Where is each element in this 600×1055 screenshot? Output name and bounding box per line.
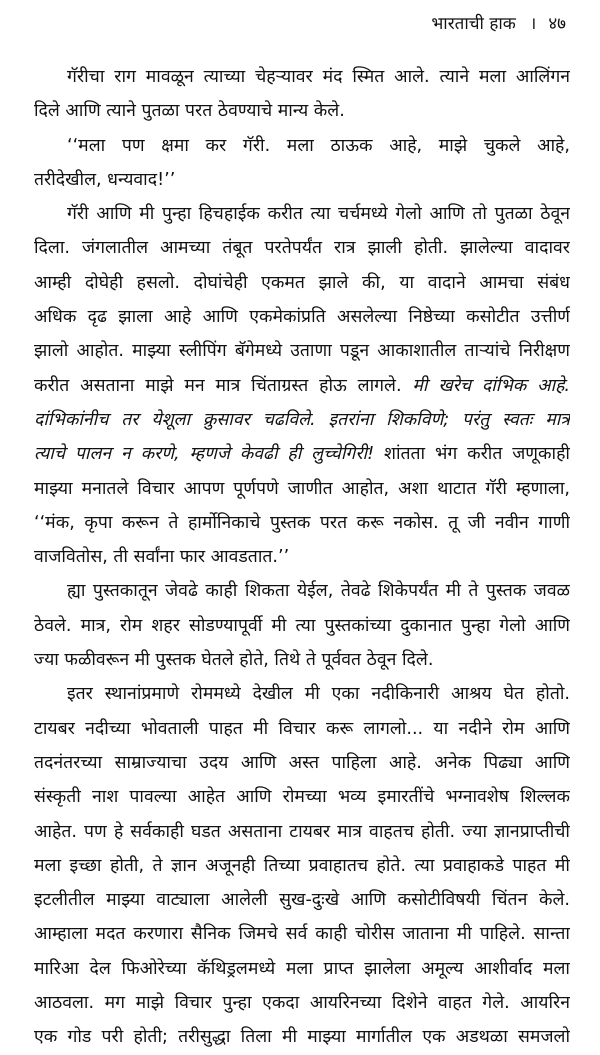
line-text: करीत असताना माझे मन मात्र चिंताग्रस्त होऊ लागले. <box>34 375 402 396</box>
line-text: आम्ही दोघेही हसलो. दोघांचेही एकमत झाले की, या वादाने आमचा संबंध <box>34 272 570 293</box>
text-line <box>34 334 570 368</box>
line-text: मला इच्छा होती, ते ज्ञान अजूनही तिच्या प्रवाहातच होते. त्या प्रवाहाकडे पाहत मी <box>34 855 570 876</box>
text-line <box>34 746 570 780</box>
text-line <box>34 129 570 163</box>
text-line <box>34 643 570 677</box>
line-text: ज्या फळीवरून मी पुस्तक घेतले होते, तिथे ते पूर्ववत ठेवून दिले. <box>34 650 434 671</box>
line-text: आम्हाला मदत करणारा सैनिक जिमचे सर्व काही चोरीस जाताना मी पाहिले. सान्ता <box>34 924 570 945</box>
line-italic-text: दांभिकांनीच तर येशूला क्रुसावर चढविले. इतरांना शिकविणे; परंतु स्वतः मात्र <box>34 409 570 430</box>
line-text: इतर स्थानांप्रमाणे रोममध्ये देखील मी एका नदीकिनारी आश्रय घेत होतो. <box>67 684 570 705</box>
text-line <box>34 677 570 711</box>
text-line <box>34 574 570 608</box>
text-line <box>34 780 570 814</box>
text-line <box>34 540 570 574</box>
line-text: दिले आणि त्याने पुतळा परत ठेवण्याचे मान्य केले. <box>34 101 345 122</box>
text-line <box>34 815 570 849</box>
line-text: माझ्या मनातले विचार आपण पूर्णपणे जाणीत आहोत, अशा थाटात गॅरी म्हणाला, <box>34 478 570 499</box>
line-text: संस्कृती नाश पावल्या आहेत आणि रोमच्या भव्य इमारतींचे भग्नावशेष शिल्लक <box>34 787 570 808</box>
text-line <box>34 94 570 128</box>
line-italic-text: मी खरेच दांभिक आहे. <box>412 375 570 396</box>
line-text: इटलीतील माझ्या वाट्याला आलेली सुख-दुःखे आणि कसोटीविषयी चिंतन केले. <box>34 890 570 911</box>
line-text: तदनंतरच्या साम्राज्याचा उदय आणि अस्त पाहिला आहे. अनेक पिढ्या आणि <box>34 752 570 773</box>
line-text: ठेवले. मात्र, रोम शहर सोडण्यापूर्वी मी त्या पुस्तकांच्या दुकानात पुन्हा गेलो आणि <box>34 615 570 636</box>
line-text: ह्या पुस्तकातून जेवढे काही शिकता येईल, तेवढे शिकेपर्यंत मी ते पुस्तक जवळ <box>67 581 570 602</box>
line-text: अधिक दृढ झाला आहे आणि एकमेकांप्रति असलेल्या निष्ठेच्या कसोटीत उत्तीर्ण <box>34 307 570 328</box>
line-text: ‘‘मंक, कृपा करून ते हार्मोनिकाचे पुस्तक परत करू नकोस. तू जी नवीन गाणी <box>34 512 570 533</box>
text-line <box>34 1020 570 1054</box>
line-italic-text: त्याचे पालन न करणे, म्हणजे केवढी ही लुच्चेगिरी! <box>34 444 375 465</box>
body-text <box>34 60 570 1055</box>
text-line <box>34 917 570 951</box>
text-line <box>34 197 570 231</box>
text-line <box>34 231 570 265</box>
text-line <box>34 506 570 540</box>
text-line <box>34 266 570 300</box>
line-text: टायबर नदीच्या भोवताली पाहत मी विचार करू लागलो... या नदीने रोम आणि <box>34 718 570 739</box>
line-text: गॅरी आणि मी पुन्हा हिचहाईक करीत त्या चर्चमध्ये गेलो आणि तो पुतळा ठेवून <box>67 204 570 225</box>
text-line <box>34 300 570 334</box>
text-line <box>34 163 570 197</box>
line-text: आठवला. मग माझे विचार पुन्हा एकदा आयरिनच्या दिशेने वाहत गेले. आयरिन <box>34 993 570 1014</box>
line-text: एक गोड परी होती; तरीसुद्धा तिला मी माझ्या मार्गातील एक अडथळा समजलो <box>34 1027 570 1048</box>
text-line <box>34 712 570 746</box>
page-number: ४७ <box>548 14 566 34</box>
line-text: आहेत. पण हे सर्वकाही घडत असताना टायबर मात्र वाहतच होती. ज्या ज्ञानप्राप्तीची <box>34 821 570 842</box>
running-header <box>431 12 566 36</box>
line-text: मारिआ देल फिओरेच्या कॅथिड्रलमध्ये मला प्राप्त झालेला अमूल्य आशीर्वाद मला <box>34 958 570 979</box>
text-line <box>34 472 570 506</box>
line-text: वाजवितोस, ती सर्वांना फार आवडतात.’’ <box>34 547 290 568</box>
text-line <box>34 849 570 883</box>
line-text: दिला. जंगलातील आमच्या तंबूत परतेपर्यंत रात्र झाली होती. झालेल्या वादावर <box>34 238 570 259</box>
running-title: भारताची हाक <box>431 14 516 34</box>
text-line <box>34 952 570 986</box>
line-text: ‘‘मला पण क्षमा कर गॅरी. मला ठाऊक आहे, माझे चुकले आहे, <box>67 135 570 156</box>
text-line <box>34 609 570 643</box>
text-line <box>34 369 570 403</box>
text-line <box>34 986 570 1020</box>
line-text: झालो आहोत. माझ्या स्लीपिंग बॅगेमध्ये उताणा पडून आकाशातील ताऱ्यांचे निरीक्षण <box>34 341 570 362</box>
header-separator: । <box>529 14 537 34</box>
line-text: गॅरीचा राग मावळून त्याच्या चेहऱ्यावर मंद स्मित आले. त्याने मला आलिंगन <box>67 67 570 87</box>
text-line <box>34 437 570 471</box>
line-text: तरीदेखील, धन्यवाद!’’ <box>34 169 176 190</box>
text-line <box>34 60 570 94</box>
text-line <box>34 403 570 437</box>
line-text-after: शांतता भंग करीत जणूकाही <box>374 444 570 465</box>
text-line <box>34 883 570 917</box>
